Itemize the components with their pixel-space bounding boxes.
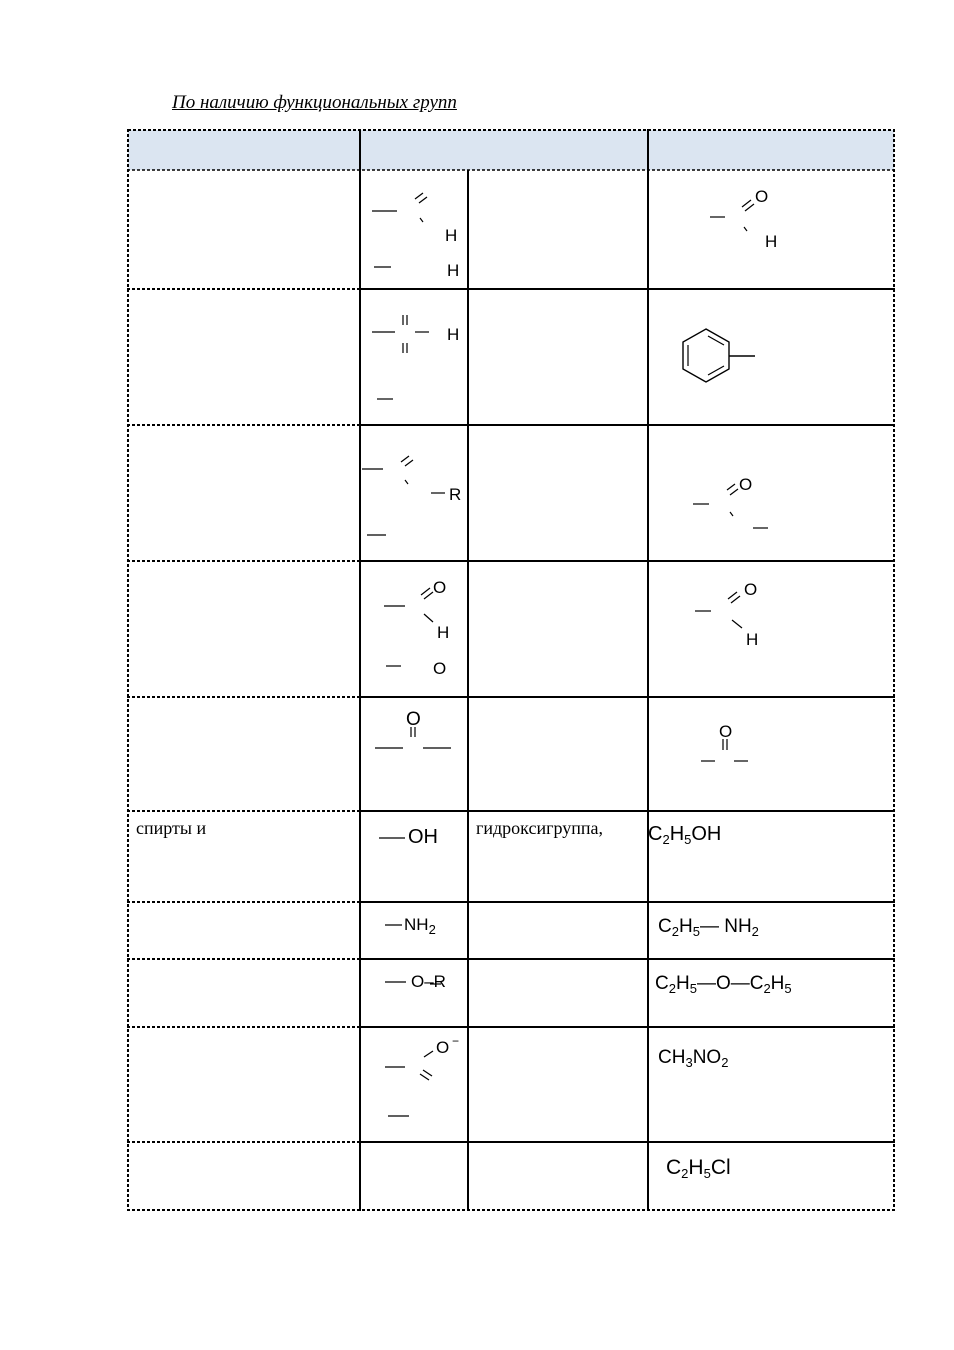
class-cell-alcohols: спирты и [136, 818, 207, 838]
atom-o: O [433, 578, 447, 597]
atom-o: O [436, 1038, 450, 1057]
section-heading: По наличию функциональных групп [172, 92, 457, 113]
formula-oh: OH [408, 826, 438, 848]
atom-h: H [437, 623, 450, 642]
atom-o: O [433, 659, 447, 678]
atom-h: H [447, 261, 460, 280]
atom-o: O [755, 187, 769, 206]
atom-o: O [739, 475, 753, 494]
functional-groups-table [127, 129, 895, 1211]
table-border [128, 130, 894, 1210]
formula-ether: O–R [411, 972, 446, 991]
atom-o: O [719, 722, 733, 741]
table-grid [127, 129, 895, 1211]
example-ethylamine: $C_2H_5—$ $NH_2$ [658, 916, 759, 939]
atom-h: H [445, 226, 458, 245]
header-row [128, 130, 894, 170]
example-ethanol: $C_2H_5OH$ [648, 823, 722, 847]
formula-nh2: $NH_2$ [404, 915, 436, 937]
atom-h: H [447, 325, 460, 344]
atom-h: H [765, 232, 778, 251]
example-chloroethane: $C_2H_5Cl$ [666, 1156, 731, 1181]
example-diethyl-ether: $C_2H_5—O—C_2H_5$ [655, 973, 792, 996]
group-name-cell-hydroxy: гидроксигруппа, [476, 818, 603, 838]
atom-h: H [746, 630, 759, 649]
atom-r: R [449, 485, 462, 504]
atom-o: O [406, 709, 421, 730]
example-nitromethane: $CH_3NO_2$ [658, 1047, 729, 1070]
atom-o: O [744, 580, 758, 599]
svg-text:−: − [452, 1034, 460, 1048]
